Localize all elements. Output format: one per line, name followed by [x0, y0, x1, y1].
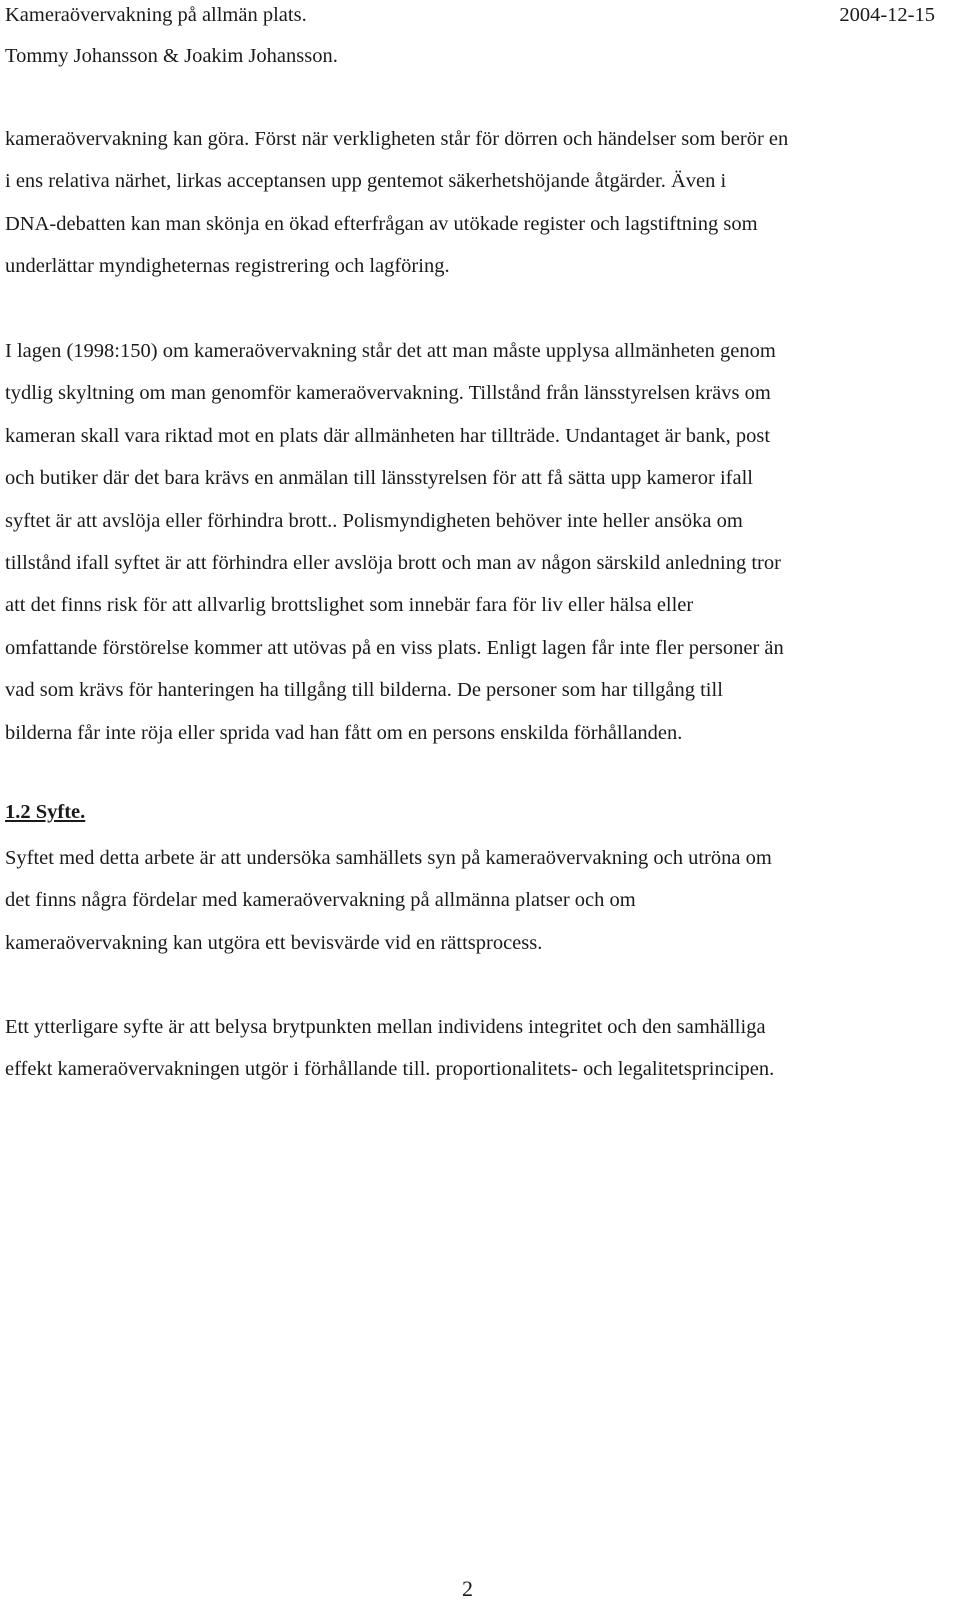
paragraph-3: [5, 837, 940, 964]
text-line: kameran skall vara riktad mot en plats där allmänheten har tillträde. Undantaget är bank, post: [5, 424, 771, 447]
text-line: bilderna får inte röja eller sprida vad han fått om en persons enskilda förhållanden.: [5, 721, 683, 744]
document-title: Kameraövervakning på allmän plats.: [5, 4, 307, 26]
document-date: 2004-12-15: [839, 4, 935, 26]
page-header: [5, 0, 935, 70]
text-line: DNA-debatten kan man skönja en ökad efterfrågan av utökade register och lagstiftning som: [5, 212, 758, 235]
text-line: och butiker där det bara krävs en anmälan till länsstyrelsen för att få sätta upp kameror ifall: [5, 467, 753, 490]
text-line: syftet är att avslöja eller förhindra brott.. Polismyndigheten behöver inte heller ansöka om: [5, 509, 743, 532]
text-line: vad som krävs för hanteringen ha tillgång till bilderna. De personer som har tillgång till: [5, 679, 723, 702]
text-line: kameraövervakning kan göra. Först när verkligheten står för dörren och händelser som berör en: [5, 128, 789, 150]
text-line: kameraövervakning kan utgöra ett bevisvärde vid en rättsprocess.: [5, 931, 543, 954]
page-number: 2: [462, 1576, 473, 1601]
text-line: i ens relativa närhet, lirkas acceptansen upp gentemot säkerhetshöjande åtgärder. Även i: [5, 170, 727, 193]
text-line: effekt kameraövervakningen utgör i förhållande till. proportionalitets- och legalitetsprincipen.: [5, 1058, 775, 1081]
document-authors: Tommy Johansson & Joakim Johansson.: [5, 45, 338, 67]
section-heading: 1.2 Syfte.: [5, 801, 86, 823]
text-line: omfattande förstörelse kommer att utövas på en viss plats. Enligt lagen får inte fler personer än: [5, 636, 784, 659]
paragraph-4: [5, 1006, 940, 1091]
text-line: tydlig skyltning om man genomför kameraövervakning. Tillstånd från länsstyrelsen krävs om: [5, 382, 771, 405]
text-line: Syftet med detta arbete är att undersöka samhällets syn på kameraövervakning och utröna om: [5, 847, 772, 869]
text-line: I lagen (1998:150) om kameraövervakning står det att man måste upplysa allmänheten genom: [5, 340, 776, 362]
text-line: underlättar myndigheternas registrering och lagföring.: [5, 255, 450, 278]
text-line: det finns några fördelar med kameraövervakning på allmänna platser och om: [5, 889, 636, 912]
header-authors-row: [5, 42, 935, 70]
text-line: tillstånd ifall syftet är att förhindra eller avslöja brott och man av någon särskild anledning tror: [5, 551, 781, 574]
paragraph-2: [5, 330, 940, 754]
text-line: att det finns risk för att allvarlig brottslighet som innebär fara för liv eller hälsa eller: [5, 594, 694, 617]
paragraph-1: [5, 118, 940, 288]
text-line: Ett ytterligare syfte är att belysa brytpunkten mellan individens integritet och den samhälliga: [5, 1016, 766, 1038]
header-top-row: [5, 1, 935, 29]
